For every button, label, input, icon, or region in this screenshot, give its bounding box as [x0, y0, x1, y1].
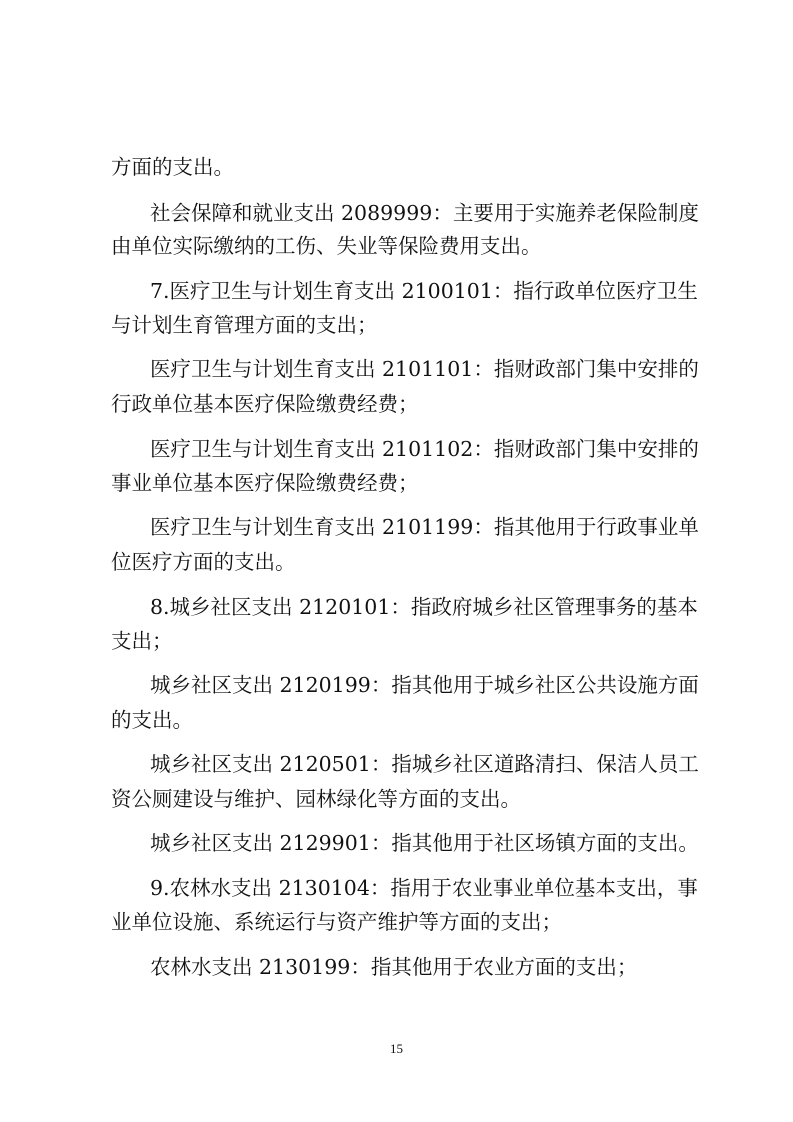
paragraph-line: 医疗卫生与计划生育支出 2101102：指财政部门集中安排的 [150, 437, 699, 461]
paragraph-line: 位医疗方面的支出。 [111, 550, 296, 574]
paragraph-line: 资公厕建设与维护、园林绿化等方面的支出。 [111, 787, 521, 811]
paragraph-line: 城乡社区支出 2120199：指其他用于城乡社区公共设施方面 [150, 673, 699, 697]
paragraph-line: 支出； [111, 629, 173, 653]
paragraph-line: 9.农林水支出 2130104：指用于农业事业单位基本支出，事 [150, 876, 698, 900]
paragraph-line: 医疗卫生与计划生育支出 2101101：指财政部门集中安排的 [150, 357, 699, 381]
paragraph-line: 行政单位基本医疗保险缴费经费； [111, 392, 419, 416]
paragraph-line: 8.城乡社区支出 2120101：指政府城乡社区管理事务的基本 [150, 595, 698, 619]
page-number: 15 [390, 1041, 403, 1056]
paragraph-line: 医疗卫生与计划生育支出 2101199：指其他用于行政事业单 [150, 515, 699, 539]
paragraph-line: 农林水支出 2130199：指其他用于农业方面的支出； [150, 955, 638, 979]
paragraph-line: 的支出。 [111, 708, 193, 732]
paragraph-line: 7.医疗卫生与计划生育支出 2100101：指行政单位医疗卫生 [150, 279, 698, 303]
paragraph-line: 城乡社区支出 2129901：指其他用于社区场镇方面的支出。 [150, 831, 699, 855]
paragraph-line: 社会保障和就业支出 2089999：主要用于实施养老保险制度 [150, 201, 699, 225]
paragraph-line: 业单位设施、系统运行与资产维护等方面的支出； [111, 910, 562, 934]
paragraph-line: 事业单位基本医疗保险缴费经费； [111, 471, 419, 495]
paragraph-line: 方面的支出。 [111, 155, 234, 179]
paragraph-line: 与计划生育管理方面的支出； [111, 313, 378, 337]
paragraph-line: 城乡社区支出 2120501：指城乡社区道路清扫、保洁人员工 [150, 752, 699, 776]
paragraph-line: 由单位实际缴纳的工伤、失业等保险费用支出。 [111, 234, 542, 258]
